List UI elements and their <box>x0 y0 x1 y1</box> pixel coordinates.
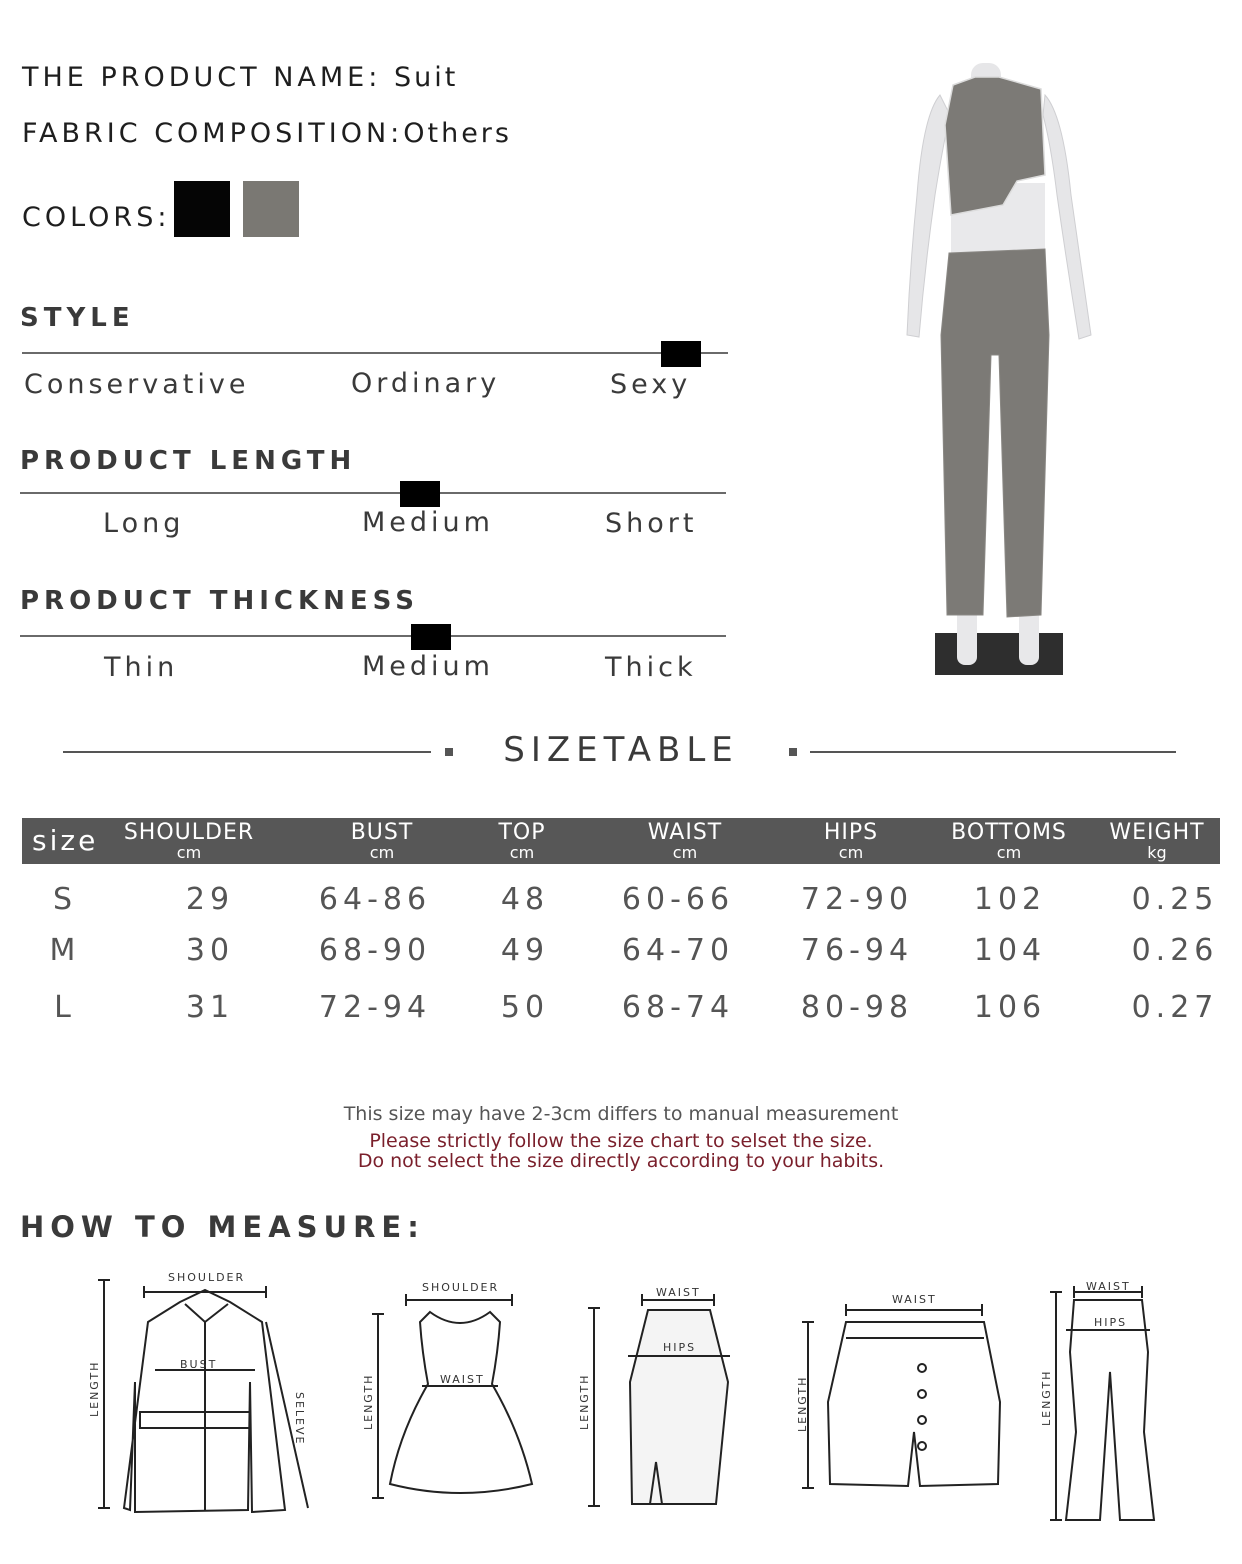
header-hips: HIPS cm <box>823 820 879 862</box>
style-option-ordinary: Ordinary <box>351 368 501 399</box>
style-marker <box>661 341 701 367</box>
style-scale-line <box>22 352 728 354</box>
dress-length-label: LENGTH <box>362 1373 375 1430</box>
jacket-sleeve-label: SELEVE <box>293 1392 306 1446</box>
length-marker <box>400 481 440 507</box>
thickness-option-medium: Medium <box>362 651 494 682</box>
cell-weight: 0.25 <box>1131 882 1219 917</box>
cell-bottoms: 104 <box>973 933 1047 968</box>
pants-waist-label: WAIST <box>1086 1280 1131 1293</box>
colors-label: COLORS: <box>22 202 171 233</box>
cell-shoulder: 29 <box>185 882 235 917</box>
cell-top: 49 <box>500 933 550 968</box>
mannequin-base <box>935 633 1063 675</box>
measurement-diagrams <box>0 1262 1242 1562</box>
cell-weight: 0.26 <box>1131 933 1219 968</box>
how-to-measure-title: HOW TO MEASURE: <box>20 1210 425 1244</box>
cell-size: S <box>52 882 78 917</box>
cell-size: M <box>49 933 81 968</box>
skirt-hips-label: HIPS <box>663 1341 697 1354</box>
cell-shoulder: 30 <box>185 933 235 968</box>
header-bust: BUST cm <box>350 820 414 862</box>
product-name-line <box>22 62 458 93</box>
style-title: STYLE <box>20 303 135 333</box>
dress-diagram <box>372 1294 532 1498</box>
sizetable-title: SIZETABLE <box>503 730 739 770</box>
length-option-short: Short <box>605 508 698 539</box>
pants-length-label: LENGTH <box>1040 1369 1053 1426</box>
cell-bust: 68-90 <box>318 933 432 968</box>
product-name-value: Suit <box>393 62 459 93</box>
skirt-waist-label: WAIST <box>656 1286 701 1299</box>
cell-hips: 76-94 <box>800 933 914 968</box>
product-photo <box>895 55 1105 677</box>
style-option-sexy: Sexy <box>610 369 692 400</box>
header-top: TOP cm <box>498 820 546 862</box>
sizetable-dot-right <box>789 748 797 756</box>
header-bottoms: BOTTOMS cm <box>951 820 1067 862</box>
header-size: size <box>32 824 99 857</box>
thickness-title: PRODUCT THICKNESS <box>20 586 419 616</box>
jacket-diagram <box>98 1280 308 1512</box>
header-shoulder: SHOULDER cm <box>123 820 255 862</box>
cell-hips: 72-90 <box>800 882 914 917</box>
pants-garment <box>941 249 1049 617</box>
dress-waist-label: WAIST <box>440 1373 485 1386</box>
length-scale-line <box>20 492 726 494</box>
thickness-option-thin: Thin <box>104 652 179 683</box>
measurement-note: This size may have 2-3cm differs to manual measurement <box>343 1103 899 1125</box>
cell-bottoms: 106 <box>973 990 1047 1025</box>
cell-waist: 68-74 <box>621 990 735 1025</box>
cell-waist: 64-70 <box>621 933 735 968</box>
thickness-marker <box>411 624 451 650</box>
header-waist: WAIST cm <box>647 820 723 862</box>
sizetable-rule-right <box>810 751 1176 753</box>
length-option-long: Long <box>103 508 185 539</box>
shorts-length-label: LENGTH <box>796 1375 809 1432</box>
jacket-length-label: LENGTH <box>88 1360 101 1417</box>
cell-bust: 72-94 <box>318 990 432 1025</box>
color-swatch-black[interactable] <box>174 181 230 237</box>
product-name-label: THE PRODUCT NAME: <box>22 62 382 93</box>
color-swatch-gray[interactable] <box>243 181 299 237</box>
shorts-waist-label: WAIST <box>892 1293 937 1306</box>
cell-hips: 80-98 <box>800 990 914 1025</box>
cell-bottoms: 102 <box>973 882 1047 917</box>
pants-hips-label: HIPS <box>1094 1316 1128 1329</box>
size-warning-line1: Please strictly follow the size chart to selset the size. <box>369 1130 873 1152</box>
thickness-scale-line <box>20 635 726 637</box>
jacket-bust-label: BUST <box>180 1358 218 1371</box>
cell-top: 50 <box>500 990 550 1025</box>
length-title: PRODUCT LENGTH <box>20 446 357 476</box>
cell-top: 48 <box>500 882 550 917</box>
length-option-medium: Medium <box>362 507 494 538</box>
cell-bust: 64-86 <box>318 882 432 917</box>
header-weight: WEIGHT kg <box>1109 820 1205 862</box>
cell-waist: 60-66 <box>621 882 735 917</box>
size-warning-line2: Do not select the size directly according to your habits. <box>357 1150 885 1172</box>
skirt-diagram <box>588 1294 730 1506</box>
cell-shoulder: 31 <box>185 990 235 1025</box>
dress-shoulder-label: SHOULDER <box>422 1281 500 1294</box>
thickness-option-thick: Thick <box>605 652 697 683</box>
shorts-diagram <box>802 1304 1000 1488</box>
style-option-conservative: Conservative <box>24 369 250 400</box>
cell-size: L <box>54 990 76 1025</box>
fabric-line <box>22 118 512 149</box>
fabric-label: FABRIC COMPOSITION: <box>22 118 404 149</box>
cell-weight: 0.27 <box>1131 990 1219 1025</box>
fabric-value: Others <box>403 118 512 149</box>
size-table-header <box>22 818 1220 864</box>
jacket-shoulder-label: SHOULDER <box>168 1271 246 1284</box>
skirt-length-label: LENGTH <box>578 1373 591 1430</box>
